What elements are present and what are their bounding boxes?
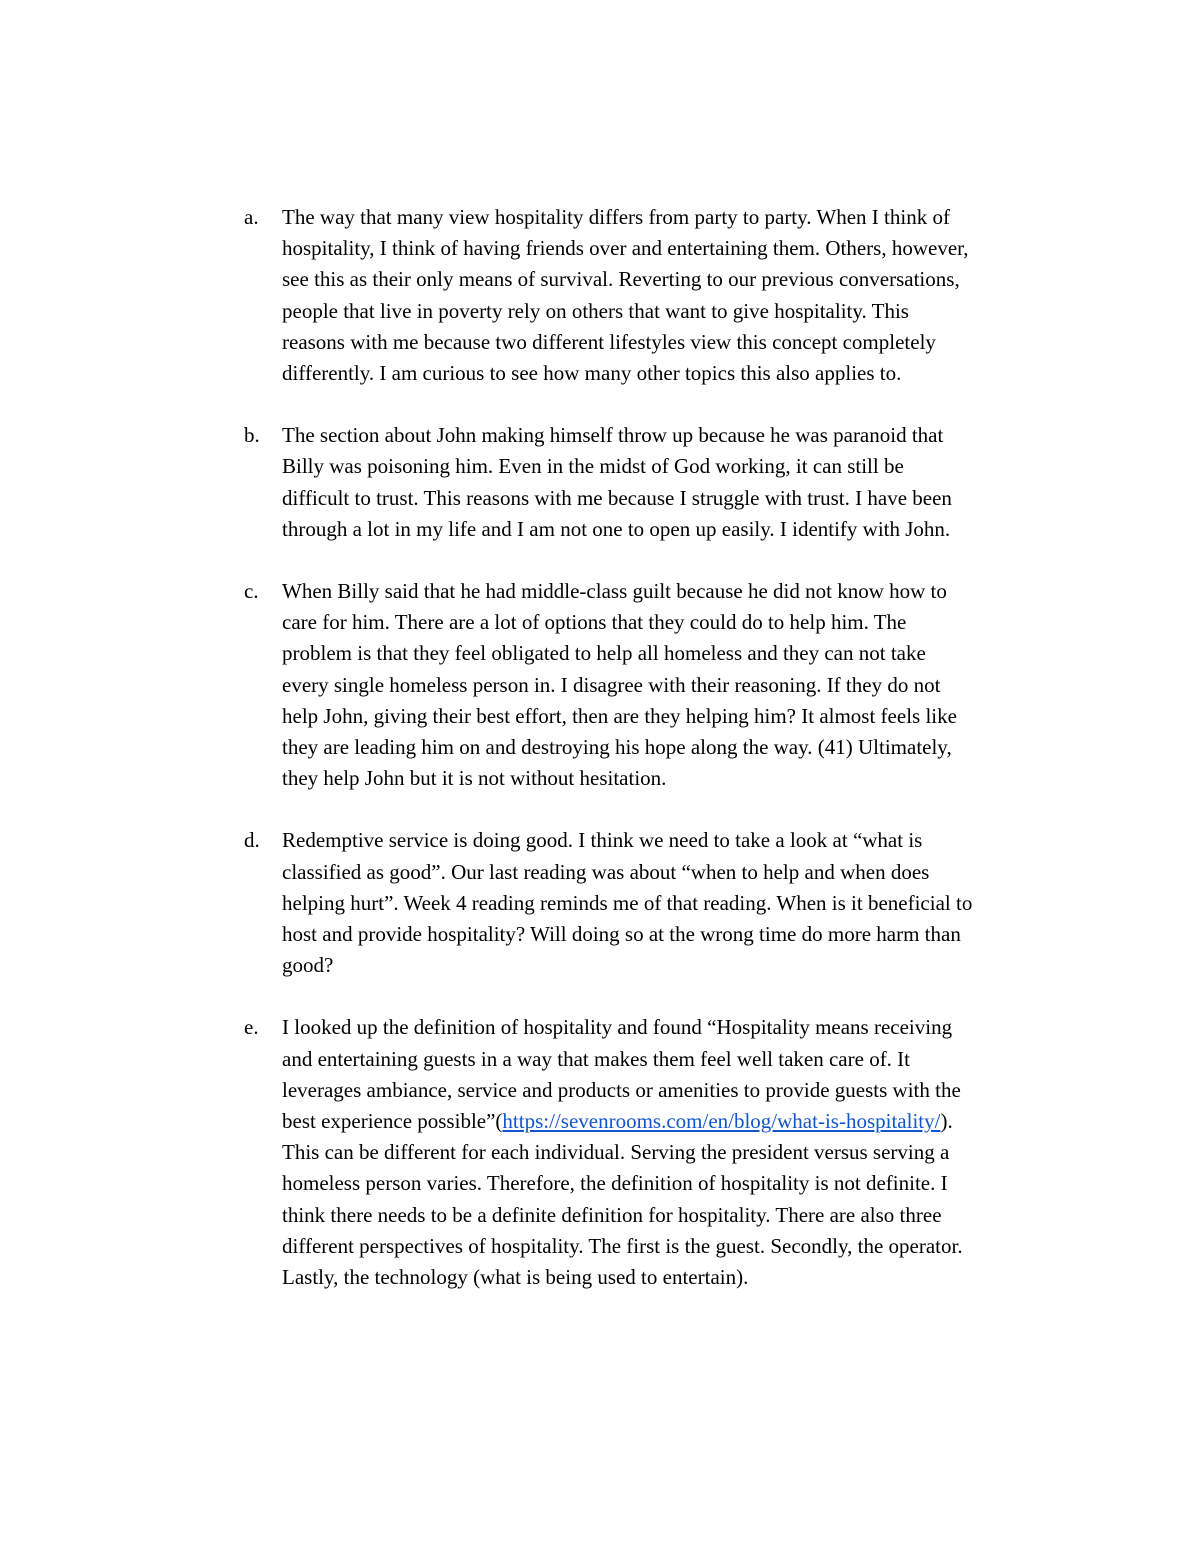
list-item-b	[244, 420, 1064, 545]
list-item-text: The section about John making himself throw up because he was paranoid that Billy was poisoning him. Even in the midst of God working, it can still be difficult to trust. This reasons with me because I struggle with trust. I have been through a lot in my life and I am not one to open up easily. I identify with John.	[282, 423, 952, 541]
list-marker: c.	[244, 579, 259, 604]
list-marker: e.	[244, 1015, 259, 1040]
list-item-text: Redemptive service is doing good. I think we need to take a look at “what is classified as good”. Our last reading was about “when to help and when does helping hurt”. Week 4 reading reminds me of that reading. When is it beneficial to host and provide hospitality? Will doing so at the wrong time do more harm than good?	[282, 828, 973, 978]
list-item-text: When Billy said that he had middle-class guilt because he did not know how to care for him. There are a lot of options that they could do to help him. The problem is that they feel obligated to help all homeless and they can not take every single homeless person in. I disagree with their reasoning. If they do not help John, giving their best effort, then are they helping him? It almost feels like they are leading him on and destroying his hope along the way. (41) Ultimately, they help John but it is not without hesitation.	[282, 579, 957, 791]
definition-text-before-link: I looked up the definition of hospitality and found “Hospitality means receiving and entertaining guests in a way that makes them feel well taken care of. It leverages ambiance, service and products or amenities to provide guests with the best experience possible”(	[282, 1015, 961, 1134]
list-item-e	[244, 1012, 1064, 1293]
definition-text-after-link: ). This can be different for each individual. Serving the president versus serving a homeless person varies. Therefore, the definition of hospitality is not definite. I think there needs to be a definite definition for hospitality. There are also three different perspectives of hospitality. The first is the guest. Secondly, the operator. Lastly, the technology (what is being used to entertain).	[282, 1109, 963, 1290]
list-marker: b.	[244, 423, 260, 448]
source-link[interactable]: https://sevenrooms.com/en/blog/what-is-hospitality/	[502, 1109, 941, 1134]
list-marker: d.	[244, 828, 260, 853]
list-item-d	[244, 825, 1064, 981]
list-item-c	[244, 576, 1064, 794]
list-item-a	[244, 202, 1064, 389]
list-item-text: The way that many view hospitality differs from party to party. When I think of hospitality, I think of having friends over and entertaining them. Others, however, see this as their only means of survival. Reverting to our previous conversations, people that live in poverty rely on others that want to give hospitality. This reasons with me because two different lifestyles view this concept completely differently. I am curious to see how many other topics this also applies to.	[282, 205, 969, 386]
list-item-text	[282, 1012, 1064, 1293]
list-marker: a.	[244, 205, 259, 229]
response-list	[244, 202, 1064, 1324]
